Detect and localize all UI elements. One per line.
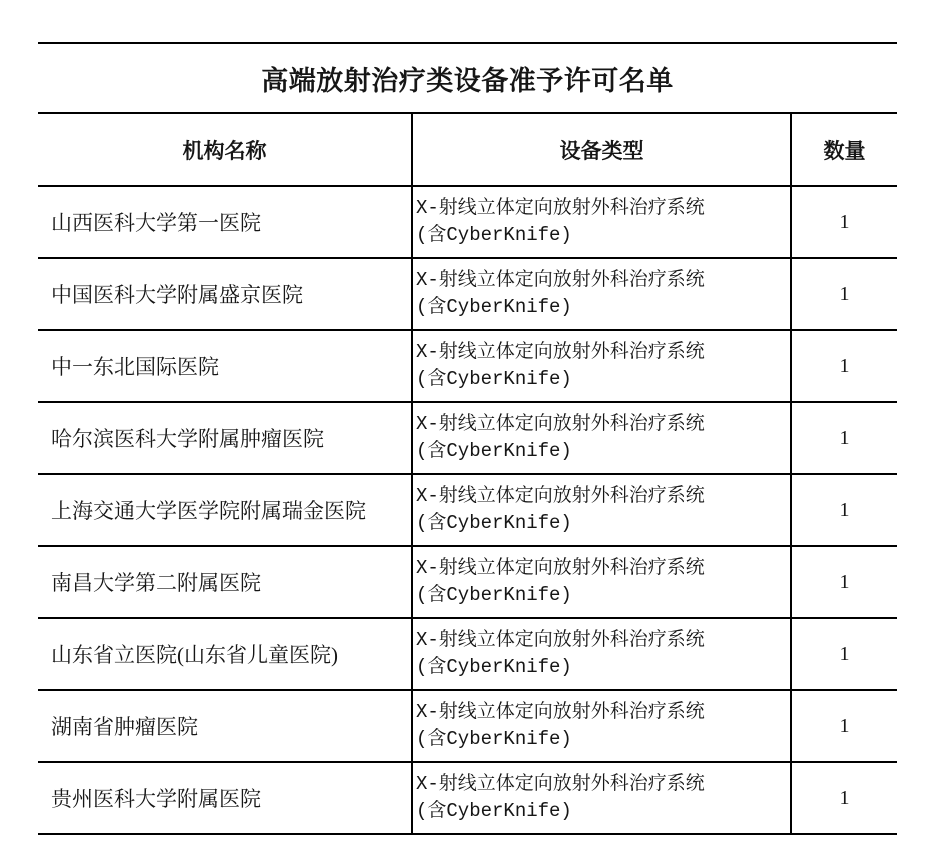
device-type-cell [411,691,790,761]
institution-cell: 南昌大学第二附属医院 [51,571,261,595]
institution-cell: 山西医科大学第一医院 [51,211,261,235]
table-row [38,257,897,329]
institution-cell: 上海交通大学医学院附属瑞金医院 [51,499,366,523]
table-row [38,689,897,761]
table-row [38,329,897,401]
device-type-cell [411,547,790,617]
device-type-line2: (含CyberKnife) [416,728,572,750]
device-type-cell [411,259,790,329]
device-type-line1: X-射线立体定向放射外科治疗系统 [416,485,705,507]
device-type-line1: X-射线立体定向放射外科治疗系统 [416,557,705,579]
device-type-line2: (含CyberKnife) [416,368,572,390]
license-table [38,42,897,835]
device-type-line2: (含CyberKnife) [416,440,572,462]
header-institution: 机构名称 [182,138,267,163]
device-type-line1: X-射线立体定向放射外科治疗系统 [416,413,705,435]
device-type-cell [411,763,790,833]
table-row [38,185,897,257]
quantity-cell: 1 [790,763,897,833]
device-type-cell [411,403,790,473]
quantity-cell: 1 [790,403,897,473]
institution-cell: 贵州医科大学附属医院 [51,787,261,811]
header-device-type: 设备类型 [411,114,790,185]
quantity-cell: 1 [790,331,897,401]
table-row [38,401,897,473]
device-type-cell [411,619,790,689]
device-type-cell [411,331,790,401]
device-type-cell [411,187,790,257]
device-type-line2: (含CyberKnife) [416,656,572,678]
device-type-line2: (含CyberKnife) [416,800,572,822]
quantity-cell: 1 [790,619,897,689]
institution-cell: 湖南省肿瘤医院 [51,715,198,739]
quantity-cell: 1 [790,547,897,617]
table-row [38,545,897,617]
header-quantity: 数量 [790,114,897,185]
table-header-row [38,112,897,185]
quantity-cell: 1 [790,691,897,761]
table-row [38,617,897,689]
quantity-cell: 1 [790,475,897,545]
device-type-line2: (含CyberKnife) [416,584,572,606]
document-title: 高端放射治疗类设备准予许可名单 [261,65,674,96]
device-type-line2: (含CyberKnife) [416,224,572,246]
device-type-line1: X-射线立体定向放射外科治疗系统 [416,341,705,363]
institution-cell: 哈尔滨医科大学附属肿瘤医院 [51,427,324,451]
quantity-cell: 1 [790,259,897,329]
device-type-line1: X-射线立体定向放射外科治疗系统 [416,269,705,291]
device-type-line1: X-射线立体定向放射外科治疗系统 [416,197,705,219]
institution-cell: 中国医科大学附属盛京医院 [51,283,303,307]
device-type-line1: X-射线立体定向放射外科治疗系统 [416,773,705,795]
table-row [38,473,897,545]
institution-cell: 山东省立医院(山东省儿童医院) [51,643,338,667]
quantity-cell: 1 [790,187,897,257]
device-type-cell [411,475,790,545]
device-type-line2: (含CyberKnife) [416,512,572,534]
institution-cell: 中一东北国际医院 [51,355,219,379]
device-type-line1: X-射线立体定向放射外科治疗系统 [416,701,705,723]
device-type-line1: X-射线立体定向放射外科治疗系统 [416,629,705,651]
device-type-line2: (含CyberKnife) [416,296,572,318]
table-row [38,761,897,833]
